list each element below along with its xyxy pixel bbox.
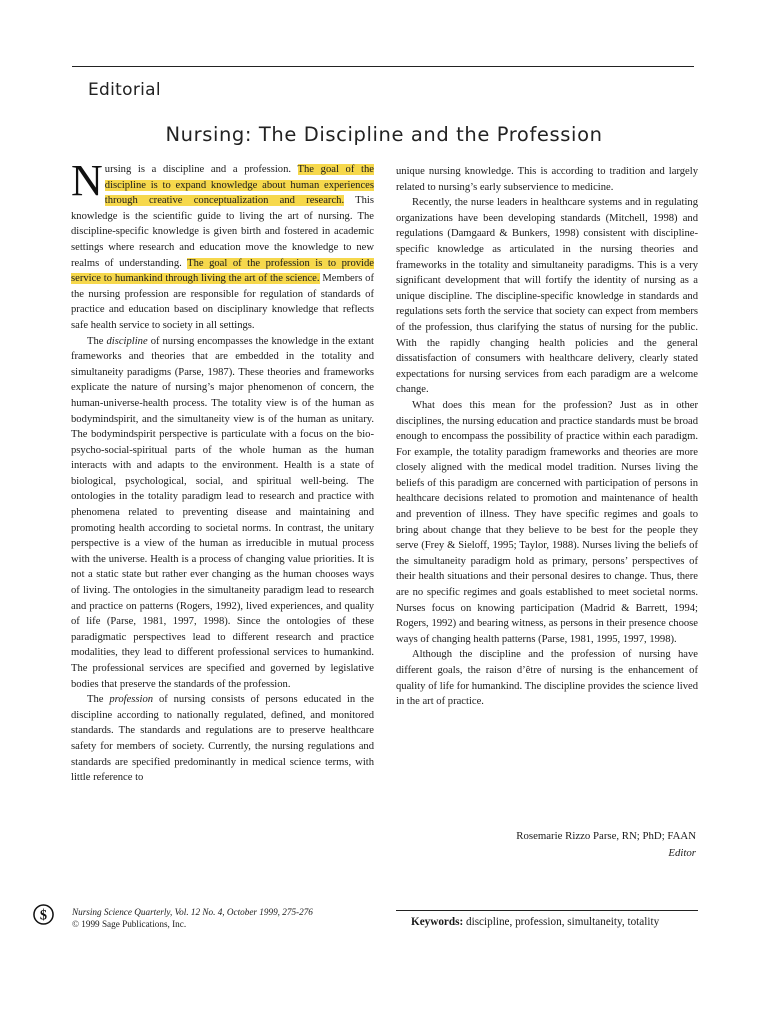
section-label: Editorial <box>88 80 161 100</box>
highlight-discipline-goal[interactable]: The goal of the discipline is to expand knowledge about human experiences through creative conceptualization and research. <box>104 164 374 207</box>
profession-emphasis: profession <box>109 694 154 706</box>
journal-citation <box>72 906 313 930</box>
discipline-body: of nursing encompasses the knowledge in the extant frameworks and theories that are embedded in the totality and simultaneity paradigms (Parse, 1987). These theories and frameworks explicate the nature of nursing’s major phenomenon of concern, the human-universe-health process. The totality view is of the human as bodymindspirit, and the simultaneity view is of the human as unitary. The bodymindspirit perspective is particulate with a focus on the bio-psycho-social-spiritual parts of the whole human as the human interacts with and adapts to the environment. Health is a state of biological, psychological, social, and spiritual well-being. The ontologies in the totality paradigm lead to research and practice with phenomena related to preventing disease and maintaining and promoting health according to societal norms. In contrast, the unitary perspective is a view of the human as irreducible in mutual process with the universe. Health is a process of changing value priorities. It is not a static state but rather ever changing as the human chooses ways of living. The ontologies in the simultaneity paradigm lead to research and practice on patterns (Rogers, 1992), lived experiences, and quality of life (Parse, 1981, 1997, 1998). Since the ontologies of these paradigmatic perspectives lead to different research and practice modalities, they lead to different professional services to humankind. The professional services are specified and governed by legislative bodies that preserve the standards of the profession. <box>71 335 375 690</box>
author-name: Rosemarie Rizzo Parse, RN; PhD; FAAN <box>516 830 696 842</box>
profession-lead: The <box>87 694 104 706</box>
top-rule <box>72 66 694 67</box>
paragraph-standards: Recently, the nurse leaders in healthcare systems and in regulating organizations have been developing standards (Mitchell, 1998) and regulations (Damgaard & Bunkers, 1998) consistent with discipline-specific knowledge as articulated in the nursing theories and frameworks in the totality and simultaneity paradigms. This is a very significant development that will fortify the identity of nursing as a unique discipline. The discipline-specific knowledge in standards and regulations sets forth the service that society can expect from members of the profession, thus clarifying the status of nursing for the public. With the rapidly changing health policies and the general dissatisfaction of consumers with healthcare delivery, clearly stated expectations for nursing services from each paradigm are a welcome change. <box>396 197 698 396</box>
author-signature <box>516 828 696 862</box>
citation-line: Nursing Science Quarterly, Vol. 12 No. 4, October 1999, 275-276 <box>72 907 313 917</box>
paragraph-intro <box>71 156 375 334</box>
keywords <box>411 916 659 928</box>
paragraph-continuation: unique nursing knowledge. This is according to tradition and largely related to nursing’s early subservience to medicine. <box>396 166 698 193</box>
intro-text-b: This knowledge is the scientific guide to living the art of nursing. The discipline-specific knowledge is given birth and fostered in academic settings where research and education move the knowledge to new realms of understanding. <box>71 195 374 269</box>
copyright-line: © 1999 Sage Publications, Inc. <box>72 919 187 929</box>
intro-text-a: ursing is a discipline and a profession. <box>104 164 292 175</box>
article-title: Nursing: The Discipline and the Profession <box>165 123 603 146</box>
left-column <box>71 156 375 786</box>
discipline-emphasis: discipline <box>106 335 148 347</box>
right-column <box>396 164 698 710</box>
svg-text:$: $ <box>39 907 48 924</box>
discipline-lead: The <box>87 335 104 347</box>
paragraph-meaning: What does this mean for the profession? Just as in other disciplines, the nursing education and practice standards must be broad enough to encompass the possibility of practice within each paradigm. For example, the totality paradigm frameworks and theories are more closely aligned with the medical model tradition. Nurses living the beliefs of this paradigm are concerned with participation of persons in healthcare decisions related to promotion and maintenance of health and prevention of illness. They have specific regimes and goals to bring about change that they believe to be best for the people they serve (Frey & Sieloff, 1995; Taylor, 1988). Nurses living the beliefs of the simultaneity paradigm hold as primary, persons’ perspectives of their health situations and their personal desires to change. Thus, there are no specific regimes and goals established to meet societal norms. Nurses focus on knowing participation (Madrid & Barrett, 1994; Rogers, 1992) and bearing witness, as persons in their presence choose ways of changing health patterns (Parse, 1981, 1995, 1997, 1998). <box>396 399 698 645</box>
drop-cap: N <box>71 156 103 205</box>
profession-body: of nursing consists of persons educated in the discipline according to nationally regulated, defined, and monitored standards. The standards and regulations are to preserve healthcare safety for members of society. Currently, the nursing regulations and standards are specified predominantly in medical science terms, with little reference to <box>71 694 374 784</box>
keywords-rule <box>396 910 698 911</box>
intro-text-c: Members of the nursing profession are responsible for regulation of standards of practice and education based on disciplinary knowledge that reflects safe health service to society in all settings. <box>71 273 375 331</box>
keywords-label: Keywords: <box>411 916 464 928</box>
paragraph-discipline <box>71 334 374 693</box>
author-role: Editor <box>668 847 696 859</box>
sage-dollar-logo-icon <box>33 904 54 925</box>
highlight-profession-goal[interactable]: The goal of the profession is to provide service to humankind through living the art of the science. <box>71 257 374 285</box>
paragraph-profession <box>71 692 374 786</box>
paragraph-conclusion: Although the discipline and the profession of nursing have different goals, the raison d’être of nursing is the enhancement of quality of life for humankind. The discipline provides the science lived in the art of practice. <box>396 649 698 708</box>
keywords-value: discipline, profession, simultaneity, totality <box>466 916 660 928</box>
